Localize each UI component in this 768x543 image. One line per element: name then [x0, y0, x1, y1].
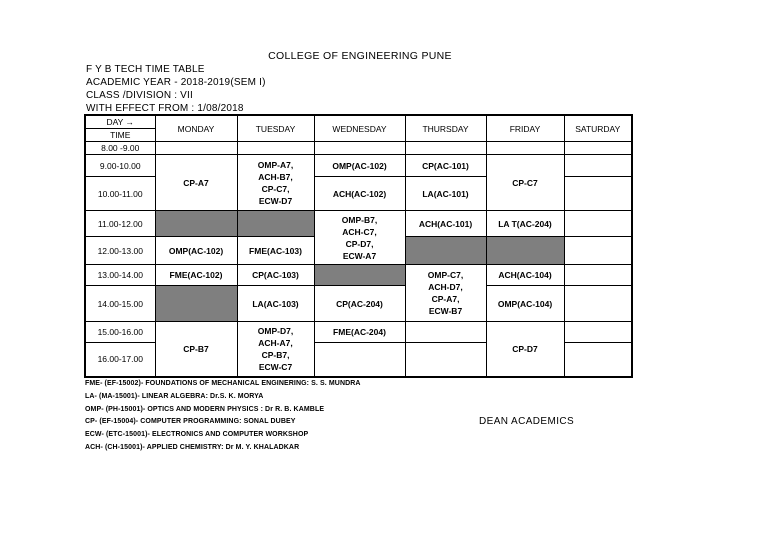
time-slot: 12.00-13.00: [85, 237, 155, 265]
empty-cell: [564, 142, 632, 155]
empty-cell: [564, 155, 632, 177]
empty-cell: [155, 142, 237, 155]
table-row: [85, 155, 632, 177]
time-slot: 10.00-11.00: [85, 177, 155, 211]
table-row: [85, 286, 632, 322]
class-cell: CP-D7: [486, 322, 564, 377]
class-cell: OMP-C7, ACH-D7, CP-A7, ECW-B7: [405, 265, 486, 322]
class-cell: OMP-B7, ACH-C7, CP-D7, ECW-A7: [314, 211, 405, 265]
class-cell: CP(AC-103): [237, 265, 314, 286]
class-cell: ACH(AC-104): [486, 265, 564, 286]
class-cell: OMP(AC-102): [155, 237, 237, 265]
time-slot: 11.00-12.00: [85, 211, 155, 237]
day-tuesday: TUESDAY: [237, 115, 314, 142]
class-cell: ACH(AC-101): [405, 211, 486, 237]
day-monday: MONDAY: [155, 115, 237, 142]
empty-cell: [237, 142, 314, 155]
empty-cell: [564, 322, 632, 343]
time-slot: 14.00-15.00: [85, 286, 155, 322]
table-row: [85, 322, 632, 343]
time-slot: 15.00-16.00: [85, 322, 155, 343]
day-time-corner: [85, 115, 155, 142]
empty-cell: [564, 177, 632, 211]
course-legend: [85, 378, 361, 455]
header-line-academic-year: ACADEMIC YEAR - 2018-2019(SEM I): [86, 77, 266, 88]
time-slot: 13.00-14.00: [85, 265, 155, 286]
empty-cell: [564, 343, 632, 377]
day-header-row: [85, 115, 632, 142]
class-cell: CP(AC-101): [405, 155, 486, 177]
legend-item: ECW- (ETC-15001)- ELECTRONICS AND COMPUTER WORKSHOP: [85, 431, 309, 439]
day-thursday: THURSDAY: [405, 115, 486, 142]
legend-item: ACH- (CH-15001)- APPLIED CHEMISTRY: Dr M. Y. KHALADKAR: [85, 443, 300, 451]
day-wednesday: WEDNESDAY: [314, 115, 405, 142]
legend-item: OMP- (PH-15001)- OPTICS AND MODERN PHYSICS : Dr R. B. KAMBLE: [85, 405, 325, 413]
class-cell: FME(AC-102): [155, 265, 237, 286]
class-cell: OMP-A7, ACH-B7, CP-C7, ECW-D7: [237, 155, 314, 211]
time-slot: 9.00-10.00: [85, 155, 155, 177]
dean-signature-label: DEAN ACADEMICS: [479, 416, 575, 427]
class-cell: FME(AC-204): [314, 322, 405, 343]
table-row: [85, 211, 632, 237]
shaded-cell: [155, 286, 237, 322]
day-saturday: SATURDAY: [564, 115, 632, 142]
legend-item: LA- (MA-15001)- LINEAR ALGEBRA: Dr.S. K. MORYA: [85, 392, 264, 400]
table-row: [85, 142, 632, 155]
table-row: [85, 265, 632, 286]
empty-cell: [314, 142, 405, 155]
class-cell: LA(AC-103): [237, 286, 314, 322]
class-cell: OMP(AC-102): [314, 155, 405, 177]
corner-time-label: TIME: [86, 128, 155, 141]
header-line-effective-date: WITH EFFECT FROM : 1/08/2018: [86, 103, 244, 114]
time-slot: 16.00-17.00: [85, 343, 155, 377]
shaded-cell: [314, 265, 405, 286]
class-cell: CP-A7: [155, 155, 237, 211]
class-cell: LA T(AC-204): [486, 211, 564, 237]
empty-cell: [564, 265, 632, 286]
shaded-cell: [237, 211, 314, 237]
class-cell: CP-C7: [486, 155, 564, 211]
shaded-cell: [405, 237, 486, 265]
legend-item: CP- (EF-15004)- COMPUTER PROGRAMMING: SONAL DUBEY: [85, 418, 296, 426]
class-cell: ACH(AC-102): [314, 177, 405, 211]
header-line-timetable: F Y B TECH TIME TABLE: [86, 64, 205, 75]
class-cell: OMP-D7, ACH-A7, CP-B7, ECW-C7: [237, 322, 314, 377]
class-cell: FME(AC-103): [237, 237, 314, 265]
time-slot: 8.00 -9.00: [85, 142, 155, 155]
empty-cell: [564, 237, 632, 265]
day-friday: FRIDAY: [486, 115, 564, 142]
class-cell: LA(AC-101): [405, 177, 486, 211]
empty-cell: [564, 211, 632, 237]
class-cell: CP(AC-204): [314, 286, 405, 322]
legend-item: FME- (EF-15002)- FOUNDATIONS OF MECHANICAL ENGINERING: S. S. MUNDRA: [85, 380, 361, 387]
header-line-class: CLASS /DIVISION : VII: [86, 90, 194, 101]
college-title: COLLEGE OF ENGINEERING PUNE: [268, 50, 452, 62]
corner-day-label: DAY →: [106, 117, 135, 127]
empty-cell: [314, 343, 405, 377]
shaded-cell: [486, 237, 564, 265]
timetable: [84, 114, 633, 378]
class-cell: CP-B7: [155, 322, 237, 377]
empty-cell: [564, 286, 632, 322]
empty-cell: [405, 142, 486, 155]
shaded-cell: [155, 211, 237, 237]
empty-cell: [405, 322, 486, 343]
class-cell: OMP(AC-104): [486, 286, 564, 322]
empty-cell: [486, 142, 564, 155]
empty-cell: [405, 343, 486, 377]
